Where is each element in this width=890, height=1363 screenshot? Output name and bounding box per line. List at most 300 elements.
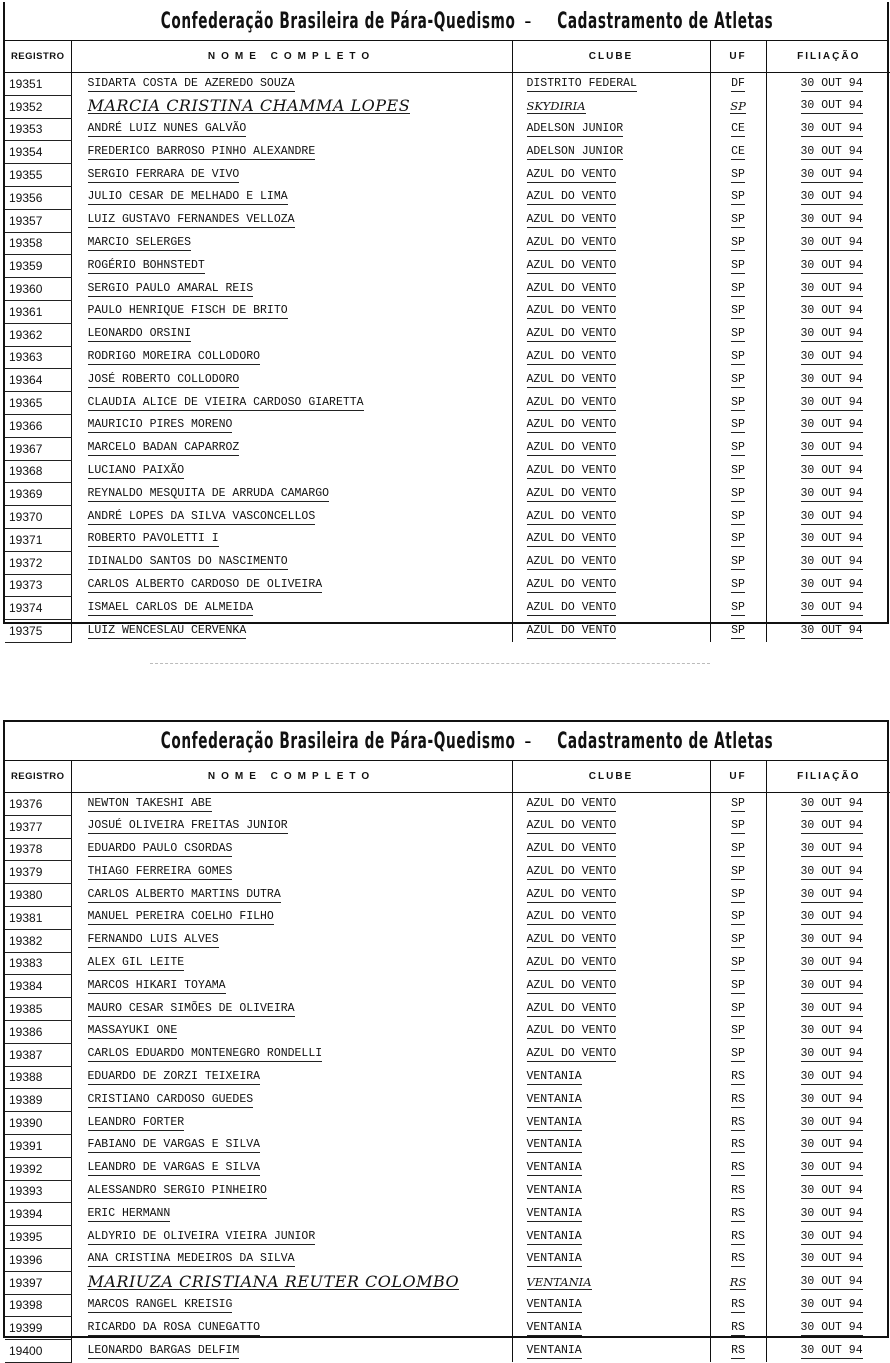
nome-text: CLAUDIA ALICE DE VIEIRA CARDOSO GIARETTA bbox=[87, 395, 364, 409]
header-uf: UF bbox=[710, 41, 766, 73]
clube-text: AZUL DO VENTO bbox=[526, 600, 617, 614]
registro-cell: 19361 bbox=[5, 300, 71, 323]
clube-cell bbox=[512, 906, 710, 929]
uf-cell bbox=[710, 346, 766, 369]
uf-text: SP bbox=[731, 555, 745, 569]
filiacao-text: 30 OUT 94 bbox=[800, 864, 863, 878]
uf-cell bbox=[710, 620, 766, 643]
table-row bbox=[5, 1317, 890, 1340]
filiacao-cell bbox=[766, 118, 890, 141]
registro-cell: 19379 bbox=[5, 861, 71, 884]
uf-text: RS bbox=[731, 1229, 745, 1243]
nome-text: LEANDRO FORTER bbox=[87, 1115, 185, 1129]
nome-text: MASSAYUKI ONE bbox=[87, 1024, 178, 1038]
filiacao-text: 30 OUT 94 bbox=[800, 121, 863, 135]
filiacao-cell bbox=[766, 1089, 890, 1112]
uf-text: RS bbox=[731, 1183, 745, 1197]
table-row bbox=[5, 1157, 890, 1180]
uf-text: RS bbox=[731, 1297, 745, 1311]
table-row bbox=[5, 551, 890, 574]
registro-cell: 19377 bbox=[5, 815, 71, 838]
nome-cell bbox=[71, 1203, 512, 1226]
table-row bbox=[5, 1089, 890, 1112]
uf-cell bbox=[710, 1112, 766, 1135]
filiacao-text: 30 OUT 94 bbox=[800, 76, 863, 90]
clube-cell bbox=[512, 209, 710, 232]
title-federation: Confederação Brasileira de Pára-Quedismo bbox=[160, 728, 516, 754]
registro-cell: 19358 bbox=[5, 232, 71, 255]
nome-cell bbox=[71, 255, 512, 278]
filiacao-cell bbox=[766, 1157, 890, 1180]
registro-cell: 19370 bbox=[5, 506, 71, 529]
clube-text: AZUL DO VENTO bbox=[526, 1024, 617, 1038]
nome-cell bbox=[71, 793, 512, 816]
table-row bbox=[5, 1112, 890, 1135]
nome-cell bbox=[71, 300, 512, 323]
uf-text: SP bbox=[731, 213, 745, 227]
filiacao-text: 30 OUT 94 bbox=[800, 1252, 863, 1266]
table-row bbox=[5, 838, 890, 861]
nome-cell bbox=[71, 483, 512, 506]
uf-cell bbox=[710, 1089, 766, 1112]
nome-text: MAURO CESAR SIMÕES DE OLIVEIRA bbox=[87, 1001, 295, 1015]
filiacao-cell bbox=[766, 1226, 890, 1249]
nome-text: THIAGO FERREIRA GOMES bbox=[87, 864, 233, 878]
uf-text: SP bbox=[731, 623, 745, 637]
registro-cell: 19389 bbox=[5, 1089, 71, 1112]
registro-cell: 19399 bbox=[5, 1317, 71, 1340]
clube-text: AZUL DO VENTO bbox=[526, 304, 617, 318]
uf-text: CE bbox=[731, 144, 745, 158]
nome-text: IDINALDO SANTOS DO NASCIMENTO bbox=[87, 555, 288, 569]
nome-text: SIDARTA COSTA DE AZEREDO SOUZA bbox=[87, 76, 295, 90]
clube-text: VENTANIA bbox=[526, 1252, 582, 1266]
filiacao-cell bbox=[766, 861, 890, 884]
clube-text: AZUL DO VENTO bbox=[526, 281, 617, 295]
registro-cell: 19393 bbox=[5, 1180, 71, 1203]
uf-text: SP bbox=[731, 190, 745, 204]
uf-text: SP bbox=[731, 395, 745, 409]
nome-cell bbox=[71, 574, 512, 597]
clube-cell bbox=[512, 300, 710, 323]
nome-cell bbox=[71, 1271, 512, 1294]
clube-cell bbox=[512, 73, 710, 96]
filiacao-text: 30 OUT 94 bbox=[800, 1115, 863, 1129]
uf-text: SP bbox=[731, 509, 745, 523]
filiacao-text: 30 OUT 94 bbox=[800, 1275, 863, 1289]
registro-cell: 19376 bbox=[5, 793, 71, 816]
uf-cell bbox=[710, 1180, 766, 1203]
filiacao-cell bbox=[766, 1180, 890, 1203]
clube-text: AZUL DO VENTO bbox=[526, 577, 617, 591]
uf-cell bbox=[710, 506, 766, 529]
filiacao-cell bbox=[766, 952, 890, 975]
nome-cell bbox=[71, 164, 512, 187]
registration-sheet-2 bbox=[3, 720, 889, 1359]
filiacao-cell bbox=[766, 483, 890, 506]
header-filiacao: FILIAÇÃO bbox=[766, 41, 890, 73]
clube-text: AZUL DO VENTO bbox=[526, 796, 617, 810]
filiacao-cell bbox=[766, 1340, 890, 1363]
registro-cell: 19400 bbox=[5, 1340, 71, 1363]
uf-cell bbox=[710, 1203, 766, 1226]
clube-cell bbox=[512, 346, 710, 369]
filiacao-text: 30 OUT 94 bbox=[800, 887, 863, 901]
clube-text: AZUL DO VENTO bbox=[526, 167, 617, 181]
filiacao-cell bbox=[766, 838, 890, 861]
clube-text: AZUL DO VENTO bbox=[526, 623, 617, 637]
uf-text: SP bbox=[731, 441, 745, 455]
nome-cell bbox=[71, 1134, 512, 1157]
clube-text: VENTANIA bbox=[526, 1297, 582, 1311]
table-row bbox=[5, 1271, 890, 1294]
nome-text: LEANDRO DE VARGAS E SILVA bbox=[87, 1161, 261, 1175]
clube-text: AZUL DO VENTO bbox=[526, 418, 617, 432]
clube-cell bbox=[512, 118, 710, 141]
clube-text: AZUL DO VENTO bbox=[526, 819, 617, 833]
table-header-row bbox=[5, 41, 890, 73]
clube-text: VENTANIA bbox=[526, 1092, 582, 1106]
nome-text: RICARDO DA ROSA CUNEGATTO bbox=[87, 1320, 261, 1334]
table-row bbox=[5, 1226, 890, 1249]
uf-text: RS bbox=[729, 1275, 747, 1290]
nome-text: RODRIGO MOREIRA COLLODORO bbox=[87, 349, 261, 363]
filiacao-text: 30 OUT 94 bbox=[800, 190, 863, 204]
uf-text: RS bbox=[731, 1206, 745, 1220]
table-row bbox=[5, 278, 890, 301]
nome-text: ROBERTO PAVOLETTI I bbox=[87, 532, 219, 546]
filiacao-text: 30 OUT 94 bbox=[800, 796, 863, 810]
clube-cell bbox=[512, 1066, 710, 1089]
clube-cell bbox=[512, 838, 710, 861]
registro-cell: 19391 bbox=[5, 1134, 71, 1157]
uf-cell bbox=[710, 1157, 766, 1180]
nome-cell bbox=[71, 861, 512, 884]
uf-cell bbox=[710, 392, 766, 415]
clube-cell bbox=[512, 164, 710, 187]
clube-text: AZUL DO VENTO bbox=[526, 887, 617, 901]
nome-text: CARLOS ALBERTO CARDOSO DE OLIVEIRA bbox=[87, 577, 323, 591]
clube-cell bbox=[512, 1089, 710, 1112]
table-row bbox=[5, 323, 890, 346]
nome-cell bbox=[71, 1294, 512, 1317]
filiacao-cell bbox=[766, 793, 890, 816]
filiacao-cell bbox=[766, 346, 890, 369]
clube-cell bbox=[512, 574, 710, 597]
filiacao-cell bbox=[766, 551, 890, 574]
uf-text: RS bbox=[731, 1252, 745, 1266]
nome-cell bbox=[71, 1317, 512, 1340]
nome-text: MARIUZA CRISTIANA REUTER COLOMBO bbox=[87, 1271, 460, 1291]
registro-cell: 19360 bbox=[5, 278, 71, 301]
registro-cell: 19368 bbox=[5, 460, 71, 483]
filiacao-text: 30 OUT 94 bbox=[800, 395, 863, 409]
registro-cell: 19388 bbox=[5, 1066, 71, 1089]
registro-cell: 19395 bbox=[5, 1226, 71, 1249]
uf-cell bbox=[710, 1340, 766, 1363]
uf-cell bbox=[710, 1271, 766, 1294]
uf-cell bbox=[710, 838, 766, 861]
nome-text: CARLOS EDUARDO MONTENEGRO RONDELLI bbox=[87, 1047, 323, 1061]
clube-cell bbox=[512, 392, 710, 415]
clube-text: AZUL DO VENTO bbox=[526, 841, 617, 855]
registration-sheet-1 bbox=[3, 2, 889, 639]
uf-cell bbox=[710, 1317, 766, 1340]
uf-text: SP bbox=[730, 99, 746, 114]
header-registro: REGISTRO bbox=[5, 41, 71, 73]
filiacao-cell bbox=[766, 186, 890, 209]
nome-cell bbox=[71, 597, 512, 620]
table-row bbox=[5, 1180, 890, 1203]
table-row bbox=[5, 232, 890, 255]
clube-cell bbox=[512, 414, 710, 437]
filiacao-text: 30 OUT 94 bbox=[800, 841, 863, 855]
filiacao-cell bbox=[766, 906, 890, 929]
uf-text: RS bbox=[731, 1138, 745, 1152]
filiacao-text: 30 OUT 94 bbox=[800, 213, 863, 227]
table-row bbox=[5, 437, 890, 460]
clube-cell bbox=[512, 1317, 710, 1340]
table-row bbox=[5, 1248, 890, 1271]
filiacao-text: 30 OUT 94 bbox=[800, 509, 863, 523]
clube-text: VENTANIA bbox=[526, 1183, 582, 1197]
uf-cell bbox=[710, 141, 766, 164]
nome-text: LEONARDO ORSINI bbox=[87, 327, 192, 341]
clube-cell bbox=[512, 952, 710, 975]
filiacao-text: 30 OUT 94 bbox=[800, 623, 863, 637]
filiacao-cell bbox=[766, 506, 890, 529]
clube-text: AZUL DO VENTO bbox=[526, 509, 617, 523]
nome-text: SERGIO FERRARA DE VIVO bbox=[87, 167, 240, 181]
filiacao-cell bbox=[766, 1271, 890, 1294]
uf-text: SP bbox=[731, 1001, 745, 1015]
filiacao-cell bbox=[766, 1020, 890, 1043]
nome-text: REYNALDO MESQUITA DE ARRUDA CAMARGO bbox=[87, 486, 330, 500]
nome-text: MARCOS HIKARI TOYAMA bbox=[87, 978, 226, 992]
uf-cell bbox=[710, 278, 766, 301]
clube-text: AZUL DO VENTO bbox=[526, 532, 617, 546]
nome-cell bbox=[71, 906, 512, 929]
clube-text: AZUL DO VENTO bbox=[526, 327, 617, 341]
uf-cell bbox=[710, 232, 766, 255]
clube-text: AZUL DO VENTO bbox=[526, 978, 617, 992]
clube-text: AZUL DO VENTO bbox=[526, 1047, 617, 1061]
nome-text: ALDYRIO DE OLIVEIRA VIEIRA JUNIOR bbox=[87, 1229, 316, 1243]
nome-cell bbox=[71, 95, 512, 118]
nome-text: ISMAEL CARLOS DE ALMEIDA bbox=[87, 600, 254, 614]
clube-cell bbox=[512, 1043, 710, 1066]
filiacao-text: 30 OUT 94 bbox=[800, 372, 863, 386]
table-row bbox=[5, 141, 890, 164]
table-row bbox=[5, 597, 890, 620]
clube-cell bbox=[512, 1340, 710, 1363]
filiacao-text: 30 OUT 94 bbox=[800, 1047, 863, 1061]
filiacao-cell bbox=[766, 278, 890, 301]
registro-cell: 19378 bbox=[5, 838, 71, 861]
nome-text: ALESSANDRO SERGIO PINHEIRO bbox=[87, 1183, 267, 1197]
clube-text: DISTRITO FEDERAL bbox=[526, 76, 637, 90]
clube-cell bbox=[512, 1157, 710, 1180]
clube-cell bbox=[512, 95, 710, 118]
clube-cell bbox=[512, 255, 710, 278]
header-clube: CLUBE bbox=[512, 41, 710, 73]
uf-text: RS bbox=[731, 1092, 745, 1106]
registro-cell: 19372 bbox=[5, 551, 71, 574]
uf-text: SP bbox=[731, 910, 745, 924]
uf-text: SP bbox=[731, 532, 745, 546]
clube-text: ADELSON JUNIOR bbox=[526, 144, 624, 158]
nome-cell bbox=[71, 209, 512, 232]
clube-text: AZUL DO VENTO bbox=[526, 258, 617, 272]
nome-text: MARCIA CRISTINA CHAMMA LOPES bbox=[87, 95, 411, 115]
registro-cell: 19357 bbox=[5, 209, 71, 232]
uf-text: SP bbox=[731, 372, 745, 386]
filiacao-cell bbox=[766, 528, 890, 551]
registro-cell: 19365 bbox=[5, 392, 71, 415]
clube-text: AZUL DO VENTO bbox=[526, 933, 617, 947]
uf-text: SP bbox=[731, 418, 745, 432]
uf-text: SP bbox=[731, 304, 745, 318]
uf-text: SP bbox=[731, 887, 745, 901]
header-filiacao: FILIAÇÃO bbox=[766, 761, 890, 793]
registro-cell: 19398 bbox=[5, 1294, 71, 1317]
uf-cell bbox=[710, 414, 766, 437]
clube-cell bbox=[512, 1020, 710, 1043]
filiacao-cell bbox=[766, 392, 890, 415]
uf-text: SP bbox=[731, 841, 745, 855]
filiacao-cell bbox=[766, 597, 890, 620]
clube-text: AZUL DO VENTO bbox=[526, 235, 617, 249]
table-row bbox=[5, 506, 890, 529]
clube-cell bbox=[512, 1134, 710, 1157]
filiacao-cell bbox=[766, 620, 890, 643]
uf-cell bbox=[710, 884, 766, 907]
nome-cell bbox=[71, 506, 512, 529]
table-row bbox=[5, 460, 890, 483]
uf-text: SP bbox=[731, 796, 745, 810]
nome-text: EDUARDO DE ZORZI TEIXEIRA bbox=[87, 1069, 261, 1083]
filiacao-cell bbox=[766, 1134, 890, 1157]
registro-cell: 19387 bbox=[5, 1043, 71, 1066]
filiacao-cell bbox=[766, 414, 890, 437]
title-federation: Confederação Brasileira de Pára-Quedismo bbox=[160, 8, 516, 34]
uf-cell bbox=[710, 1020, 766, 1043]
registro-cell: 19383 bbox=[5, 952, 71, 975]
filiacao-cell bbox=[766, 164, 890, 187]
nome-cell bbox=[71, 437, 512, 460]
uf-cell bbox=[710, 793, 766, 816]
uf-text: RS bbox=[731, 1343, 745, 1357]
filiacao-text: 30 OUT 94 bbox=[800, 441, 863, 455]
uf-text: SP bbox=[731, 864, 745, 878]
header-registro: REGISTRO bbox=[5, 761, 71, 793]
filiacao-text: 30 OUT 94 bbox=[800, 463, 863, 477]
table-row bbox=[5, 574, 890, 597]
filiacao-text: 30 OUT 94 bbox=[800, 418, 863, 432]
clube-cell bbox=[512, 815, 710, 838]
uf-text: SP bbox=[731, 978, 745, 992]
registro-cell: 19396 bbox=[5, 1248, 71, 1271]
filiacao-text: 30 OUT 94 bbox=[800, 1024, 863, 1038]
clube-text: VENTANIA bbox=[526, 1069, 582, 1083]
sheet-title bbox=[5, 2, 887, 41]
nome-cell bbox=[71, 929, 512, 952]
uf-text: SP bbox=[731, 258, 745, 272]
filiacao-text: 30 OUT 94 bbox=[800, 532, 863, 546]
registro-cell: 19397 bbox=[5, 1271, 71, 1294]
clube-text: ADELSON JUNIOR bbox=[526, 121, 624, 135]
nome-text: LUIZ GUSTAVO FERNANDES VELLOZA bbox=[87, 213, 295, 227]
athletes-table bbox=[5, 41, 890, 643]
uf-cell bbox=[710, 998, 766, 1021]
header-uf: UF bbox=[710, 761, 766, 793]
table-row bbox=[5, 884, 890, 907]
registro-cell: 19364 bbox=[5, 369, 71, 392]
registro-cell: 19371 bbox=[5, 528, 71, 551]
table-row bbox=[5, 998, 890, 1021]
nome-cell bbox=[71, 620, 512, 643]
uf-cell bbox=[710, 1066, 766, 1089]
filiacao-cell bbox=[766, 1294, 890, 1317]
uf-cell bbox=[710, 597, 766, 620]
nome-text: MAURICIO PIRES MORENO bbox=[87, 418, 233, 432]
nome-cell bbox=[71, 1226, 512, 1249]
nome-text: JULIO CESAR DE MELHADO E LIMA bbox=[87, 190, 288, 204]
table-row bbox=[5, 952, 890, 975]
filiacao-text: 30 OUT 94 bbox=[800, 258, 863, 272]
filiacao-text: 30 OUT 94 bbox=[800, 99, 863, 113]
page-divider bbox=[150, 663, 710, 664]
table-row bbox=[5, 861, 890, 884]
filiacao-cell bbox=[766, 1317, 890, 1340]
registro-cell: 19356 bbox=[5, 186, 71, 209]
clube-cell bbox=[512, 1180, 710, 1203]
clube-cell bbox=[512, 528, 710, 551]
nome-text: CARLOS ALBERTO MARTINS DUTRA bbox=[87, 887, 281, 901]
registro-cell: 19363 bbox=[5, 346, 71, 369]
filiacao-text: 30 OUT 94 bbox=[800, 327, 863, 341]
filiacao-cell bbox=[766, 209, 890, 232]
registro-cell: 19367 bbox=[5, 437, 71, 460]
clube-cell bbox=[512, 460, 710, 483]
nome-text: LUIZ WENCESLAU CERVENKA bbox=[87, 623, 247, 637]
uf-text: SP bbox=[731, 955, 745, 969]
registro-cell: 19369 bbox=[5, 483, 71, 506]
registro-cell: 19373 bbox=[5, 574, 71, 597]
clube-text: VENTANIA bbox=[526, 1229, 582, 1243]
uf-cell bbox=[710, 437, 766, 460]
filiacao-text: 30 OUT 94 bbox=[800, 955, 863, 969]
clube-cell bbox=[512, 1271, 710, 1294]
clube-cell bbox=[512, 861, 710, 884]
clube-cell bbox=[512, 437, 710, 460]
uf-cell bbox=[710, 906, 766, 929]
clube-cell bbox=[512, 884, 710, 907]
nome-text: MARCIO SELERGES bbox=[87, 235, 192, 249]
filiacao-cell bbox=[766, 73, 890, 96]
table-row bbox=[5, 906, 890, 929]
filiacao-text: 30 OUT 94 bbox=[800, 1138, 863, 1152]
uf-cell bbox=[710, 323, 766, 346]
nome-cell bbox=[71, 1089, 512, 1112]
uf-text: RS bbox=[731, 1069, 745, 1083]
registro-cell: 19384 bbox=[5, 975, 71, 998]
clube-text: AZUL DO VENTO bbox=[526, 555, 617, 569]
table-row bbox=[5, 346, 890, 369]
filiacao-text: 30 OUT 94 bbox=[800, 1320, 863, 1334]
uf-text: SP bbox=[731, 600, 745, 614]
nome-cell bbox=[71, 1020, 512, 1043]
